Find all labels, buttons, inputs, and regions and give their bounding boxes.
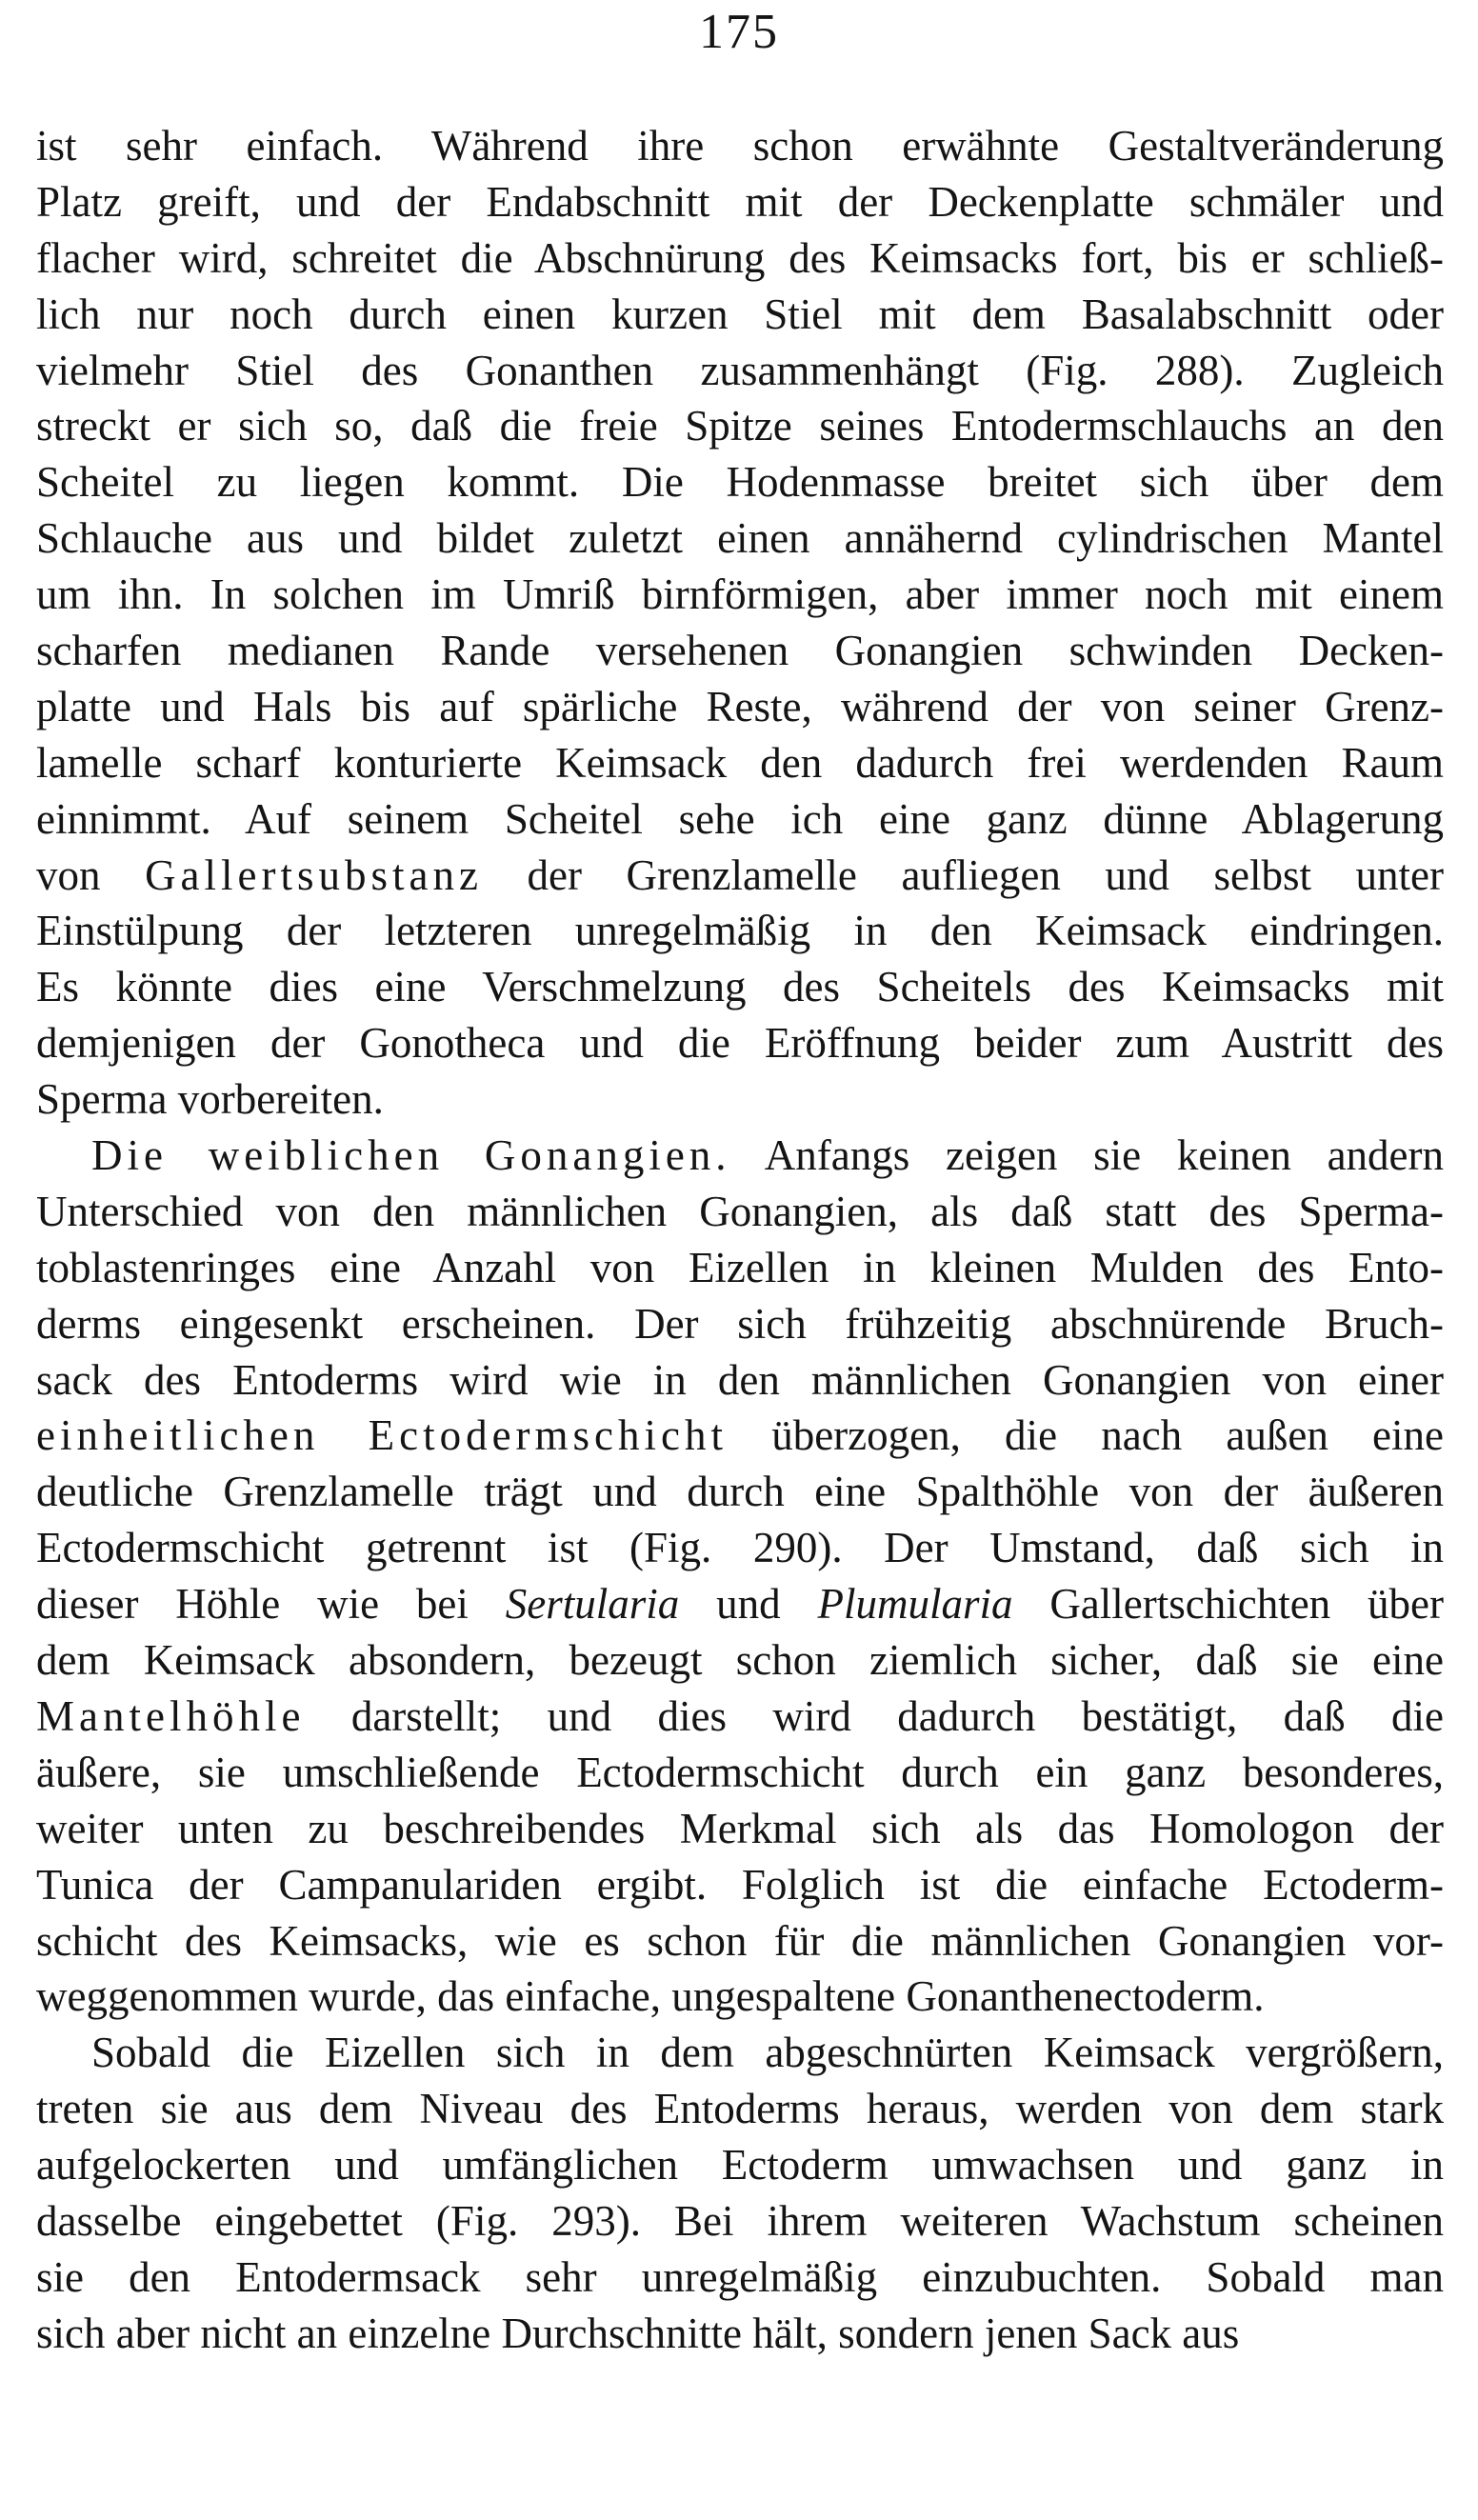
- text-line: [36, 1240, 1444, 1296]
- text-segment: Platz greift, und der Endabschnitt mit der Deckenplatte schmäler und: [36, 177, 1444, 226]
- spaced-text: Die weiblichen Gonangien.: [91, 1131, 731, 1180]
- text-segment: Es könnte dies eine Verschmelzung des Scheitels des Keimsacks mit: [36, 963, 1444, 1011]
- text-segment: überzogen, die nach außen eine: [728, 1411, 1444, 1460]
- text-line: [36, 959, 1444, 1015]
- text-line: [36, 398, 1444, 454]
- text-line: [36, 679, 1444, 735]
- text-segment: vielmehr Stiel des Gonanthen zusammenhängt (Fig. 288). Zugleich: [36, 346, 1444, 394]
- paragraph: [36, 1128, 1444, 2025]
- text-line: [36, 848, 1444, 904]
- spaced-text: Gallertsubstanz: [145, 850, 483, 899]
- text-line: [36, 230, 1444, 287]
- text-line: [36, 1015, 1444, 1071]
- italic-text: Plumularia: [817, 1580, 1013, 1629]
- text-line: [36, 2193, 1444, 2250]
- text-segment: von: [36, 850, 146, 899]
- text-segment: lich nur noch durch einen kurzen Stiel mit dem Basalabschnitt oder: [36, 290, 1444, 338]
- text-segment: sack des Entoderms wird wie in den männlichen Gonangien von einer: [36, 1355, 1444, 1404]
- text-line: [36, 287, 1444, 343]
- text-line: [36, 1576, 1444, 1632]
- text-segment: sie den Entodermsack sehr unregelmäßig einzubuchten. Sobald man: [36, 2252, 1444, 2301]
- text-segment: streckt er sich so, daß die freie Spitze seines Entodermschlauchs an den: [36, 402, 1444, 450]
- text-line: [36, 1689, 1444, 1745]
- text-segment: aufgelockerten und umfänglichen Ectoderm umwachsen und ganz in: [36, 2141, 1444, 2190]
- text-segment: Anfangs zeigen sie keinen andern: [730, 1131, 1444, 1180]
- text-line: [36, 1913, 1444, 1970]
- text-segment: platte und Hals bis auf spärliche Reste, während der von seiner Grenz-: [36, 682, 1444, 730]
- text-line: [36, 1071, 1444, 1128]
- spaced-text: Mantelhöhle: [36, 1691, 306, 1740]
- text-segment: Sperma vorbereiten.: [36, 1075, 384, 1124]
- text-segment: ist sehr einfach. Während ihre schon erwähnte Gestaltveränderung: [36, 122, 1444, 170]
- text-line: [36, 118, 1444, 174]
- text-line: [36, 2025, 1444, 2081]
- page-number: 175: [699, 5, 779, 59]
- text-segment: deutliche Grenzlamelle trägt und durch eine Spalthöhle von der äußeren: [36, 1468, 1444, 1516]
- text-line: [36, 2137, 1444, 2193]
- text-segment: Scheitel zu liegen kommt. Die Hodenmasse breitet sich über dem: [36, 458, 1444, 507]
- text-line: [36, 1464, 1444, 1520]
- text-line: [36, 623, 1444, 679]
- text-line: [36, 2306, 1444, 2362]
- text-line: [36, 1801, 1444, 1857]
- text-line: [36, 1857, 1444, 1913]
- text-line: [36, 174, 1444, 230]
- text-segment: demjenigen der Gonotheca und die Eröffnung beider zum Austritt des: [36, 1019, 1444, 1068]
- text-segment: sich aber nicht an einzelne Durchschnitte hält, sondern jenen Sack aus: [36, 2309, 1240, 2357]
- text-line: [36, 1969, 1444, 2025]
- text-line: [36, 1408, 1444, 1464]
- text-line: [36, 1520, 1444, 1576]
- text-line: [36, 510, 1444, 567]
- text-segment: scharfen medianen Rande versehenen Gonangien schwinden Decken-: [36, 627, 1444, 675]
- text-segment: dem Keimsack absondern, bezeugt schon ziemlich sicher, daß sie eine: [36, 1636, 1444, 1685]
- text-segment: der Grenzlamelle aufliegen und selbst unter: [482, 850, 1444, 899]
- text-line: [36, 903, 1444, 959]
- text-line: [36, 1745, 1444, 1801]
- text-segment: dasselbe eingebettet (Fig. 293). Bei ihrem weiteren Wachstum scheinen: [36, 2196, 1444, 2245]
- text-segment: treten sie aus dem Niveau des Entoderms heraus, werden von dem stark: [36, 2085, 1444, 2133]
- text-line: [36, 2081, 1444, 2137]
- text-segment: und: [679, 1580, 818, 1629]
- paragraph: [36, 118, 1444, 1128]
- text-segment: lamelle scharf konturierte Keimsack den dadurch frei werdenden Raum: [36, 738, 1444, 787]
- body-text: [36, 118, 1444, 2362]
- text-segment: Sobald die Eizellen sich in dem abgeschnürten Keimsack vergrößern,: [91, 2029, 1444, 2077]
- italic-text: Sertularia: [505, 1580, 680, 1629]
- text-line: [36, 1296, 1444, 1352]
- text-segment: weiter unten zu beschreibendes Merkmal sich als das Homologon der: [36, 1804, 1444, 1852]
- text-line: [36, 567, 1444, 623]
- text-segment: Tunica der Campanulariden ergibt. Folglich ist die einfache Ectoderm-: [36, 1860, 1444, 1909]
- text-segment: Gallertschichten über: [1012, 1580, 1444, 1629]
- text-segment: äußere, sie umschließende Ectodermschicht durch ein ganz besonderes,: [36, 1748, 1444, 1796]
- text-segment: Ectodermschicht getrennt ist (Fig. 290). Der Umstand, daß sich in: [36, 1524, 1444, 1572]
- text-segment: Einstülpung der letzteren unregelmäßig in den Keimsack eindringen.: [36, 907, 1444, 955]
- text-segment: weggenommen wurde, das einfache, ungespaltene Gonanthenectoderm.: [36, 1972, 1265, 2021]
- text-segment: darstellt; und dies wird dadurch bestätigt, daß die: [305, 1691, 1444, 1740]
- text-line: [36, 1184, 1444, 1240]
- text-line: [36, 343, 1444, 399]
- text-segment: toblastenringes eine Anzahl von Eizellen in kleinen Mulden des Ento-: [36, 1243, 1444, 1291]
- text-line: [36, 1128, 1444, 1184]
- text-segment: schicht des Keimsacks, wie es schon für die männlichen Gonangien vor-: [36, 1916, 1444, 1965]
- paragraph: [36, 2025, 1444, 2361]
- text-segment: Schlauche aus und bildet zuletzt einen annähernd cylindrischen Mantel: [36, 514, 1444, 563]
- text-segment: flacher wird, schreitet die Abschnürung des Keimsacks fort, bis er schließ-: [36, 233, 1444, 282]
- text-segment: dieser Höhle wie bei: [36, 1580, 506, 1629]
- text-segment: Unterschied von den männlichen Gonangien, als daß statt des Sperma-: [36, 1187, 1444, 1235]
- text-segment: um ihn. In solchen im Umriß birnförmigen, aber immer noch mit einem: [36, 570, 1444, 619]
- text-segment: einnimmt. Auf seinem Scheitel sehe ich eine ganz dünne Ablagerung: [36, 794, 1444, 843]
- text-line: [36, 2250, 1444, 2306]
- text-line: [36, 1352, 1444, 1409]
- text-line: [36, 454, 1444, 510]
- text-line: [36, 735, 1444, 791]
- text-line: [36, 1632, 1444, 1689]
- text-segment: derms eingesenkt erscheinen. Der sich frühzeitig abschnürende Bruch-: [36, 1299, 1444, 1348]
- spaced-text: einheitlichen Ectodermschicht: [36, 1411, 728, 1460]
- text-line: [36, 791, 1444, 848]
